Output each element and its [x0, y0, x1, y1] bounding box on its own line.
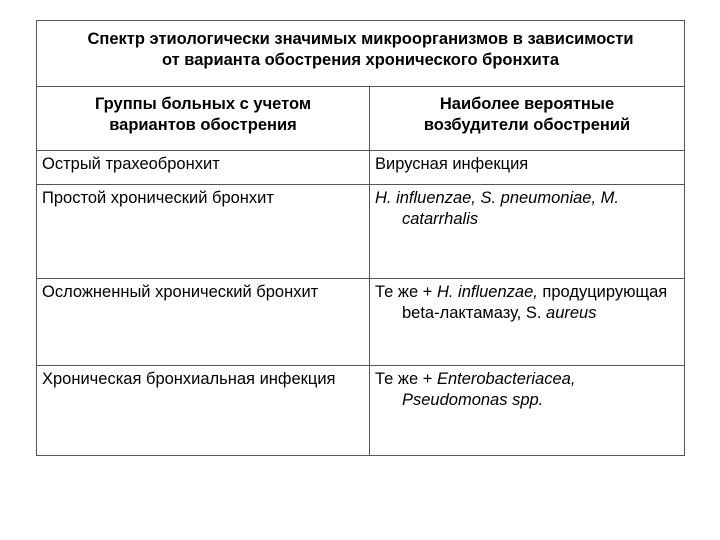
column-header-pathogens [370, 87, 685, 151]
table-row [37, 151, 685, 185]
pathogen-text [375, 282, 680, 324]
group-cell [37, 185, 370, 279]
column-header-line: Наиболее вероятные [439, 95, 615, 113]
pathogen-text: H. influenzae, S. pneumoniae, M. catarrhalis [375, 189, 619, 228]
pathogen-text-italic: H. influenzae, [436, 283, 538, 301]
column-header-line: возбудители обострений [423, 116, 631, 134]
group-text: Осложненный хронический бронхит [42, 283, 319, 301]
table-row [37, 279, 685, 366]
pathogen-cell [370, 366, 685, 456]
pathogen-cell [370, 151, 685, 185]
table-title [37, 21, 685, 87]
pathogen-text-italic: Enterobacteriacea, Pseudomonas spp. [402, 370, 576, 409]
table-title-row [37, 21, 685, 87]
pathogen-text-part: Те же + [375, 370, 437, 388]
group-cell [37, 366, 370, 456]
pathogen-cell [370, 279, 685, 366]
table-row [37, 185, 685, 279]
pathogen-text: Вирусная инфекция [375, 155, 529, 173]
column-header-patient-groups [37, 87, 370, 151]
group-text: Острый трахеобронхит [42, 155, 220, 173]
pathogen-text-italic: aureus [546, 304, 597, 322]
pathogen-cell [370, 185, 685, 279]
pathogen-text-part: Те же + [375, 283, 437, 301]
group-cell [37, 279, 370, 366]
table-row [37, 366, 685, 456]
pathogen-text-part: продуцирующая beta-лактамазу, S. [402, 283, 668, 322]
group-cell [37, 151, 370, 185]
table-title-line-2: от варианта обострения хронического бронхита [161, 51, 560, 69]
group-text: Хроническая бронхиальная инфекция [42, 370, 336, 388]
column-header-line: Группы больных с учетом [94, 95, 312, 113]
pathogen-text [375, 369, 680, 411]
etiology-table [36, 20, 685, 456]
table-header-row [37, 87, 685, 151]
table-title-line-1: Спектр этиологически значимых микроорганизмов в зависимости [87, 30, 634, 48]
etiology-table-container [36, 20, 684, 456]
column-header-line: вариантов обострения [109, 116, 297, 134]
group-text: Простой хронический бронхит [42, 189, 274, 207]
